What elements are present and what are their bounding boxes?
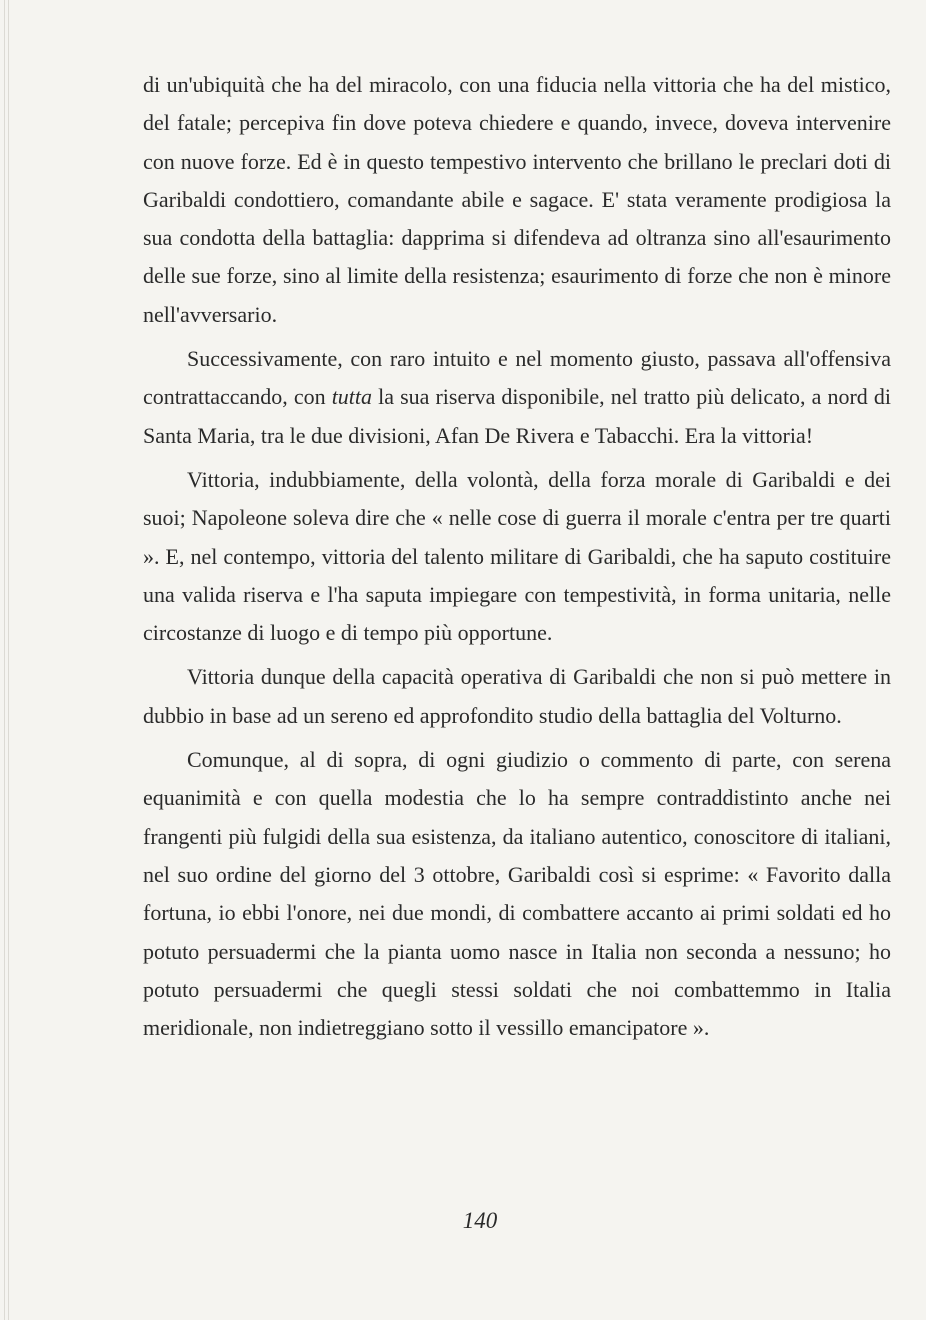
body-text [143, 66, 891, 1047]
paragraph-2-emphasis: tutta [331, 384, 373, 410]
paragraph-2-text-end: la sua riserva disponibile, nel tratto più delicato, a nord di Santa Maria, tra le due divisioni, Afan De Rivera e Tabacchi. Era la vittoria! [143, 384, 892, 448]
paragraph-3 [143, 461, 891, 652]
paragraph-5-text: Comunque, al di sopra, di ogni giudizio o commento di parte, con serena equanimità e con quella modestia che lo ha sempre contraddistinto anche nei frangenti più fulgidi della sua esistenza, da italiano autentico, conoscitore di italiani, nel suo ordine del giorno del 3 ottobre, Garibaldi così si esprime: « Favorito dalla fortuna, io ebbi l'onore, nei due mondi, di combattere accanto ai primi soldati ed ho potuto persuadermi che la pianta uomo nasce in Italia non seconda a nessuno; ho potuto persuadermi che quegli stessi soldati che noi combattemmo in Italia meridionale, non indietreggiano sotto il vessillo emancipatore ». [143, 747, 891, 1041]
page-edge-line [4, 0, 5, 1320]
paragraph-3-text: Vittoria, indubbiamente, della volontà, della forza morale di Garibaldi e dei suoi; Napoleone soleva dire che « nelle cose di guerra il morale c'entra per tre quarti ». E, nel contempo, vittoria del talento militare di Garibaldi, che ha saputo costituire una valida riserva e l'ha saputa impiegare con tempestività, in forma unitaria, nelle circostanze di luogo e di tempo più opportune. [143, 466, 891, 646]
paragraph-4 [143, 658, 891, 735]
page-edge-line [8, 0, 9, 1320]
paragraph-1 [143, 66, 891, 334]
paragraph-2 [143, 340, 891, 455]
paragraph-2-text-start: Successivamente, con raro intuito e nel momento giusto, passava all'offensiva contrattaccando, con [143, 346, 891, 410]
paragraph-5 [143, 741, 891, 1047]
paragraph-4-text: Vittoria dunque della capacità operativa di Garibaldi che non si può mettere in dubbio in base ad un sereno ed approfondito studio della battaglia del Volturno. [143, 664, 891, 728]
page-number: 140 [462, 1208, 498, 1233]
paragraph-1-text: di un'ubiquità che ha del miracolo, con una fiducia nella vittoria che ha del mistico, del fatale; percepiva fin dove poteva chiedere e quando, invece, doveva intervenire con nuove forze. Ed è in questo tempestivo intervento che brillano le preclari doti di Garibaldi condottiero, comandante abile e sagace. E' stata veramente prodigiosa la sua condotta della battaglia: dapprima si difendeva ad oltranza sino all'esaurimento delle sue forze, sino al limite della resistenza; esaurimento di forze che non è minore nell'avversario. [143, 72, 891, 327]
